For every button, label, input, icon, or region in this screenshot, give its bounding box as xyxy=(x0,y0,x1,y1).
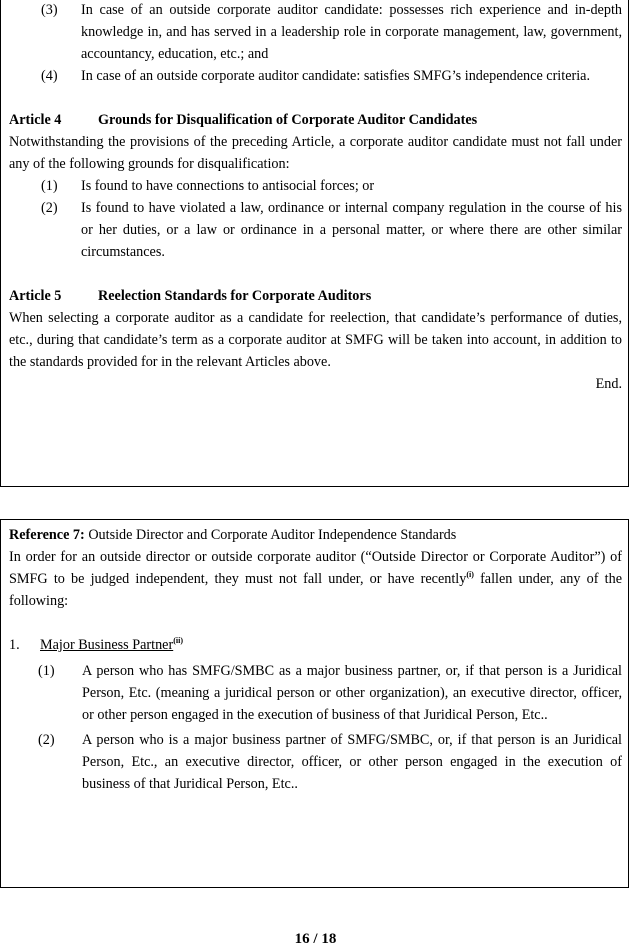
reference-heading xyxy=(9,524,622,546)
item-number: (2) xyxy=(41,200,58,216)
list-item xyxy=(9,660,622,726)
intro-text-end: fallen under, any of the following: xyxy=(9,571,622,609)
reference-7-box xyxy=(0,519,629,888)
item-number: (4) xyxy=(41,68,58,84)
end-marker: End. xyxy=(595,376,622,392)
item-number: (1) xyxy=(38,663,55,679)
article-number: Article 4 xyxy=(9,112,62,128)
item-text: Is found to have connections to antisocial forces; or xyxy=(81,178,375,194)
item-number: (1) xyxy=(41,178,58,194)
section-number: 1. xyxy=(9,637,20,653)
list-item xyxy=(9,197,622,263)
footnote-ref: (ii) xyxy=(173,636,183,645)
item-text: In case of an outside corporate auditor candidate: satisfies SMFG’s independence criteria. xyxy=(81,68,590,84)
section-title: Major Business Partner xyxy=(40,637,174,653)
item-number: (2) xyxy=(38,732,55,748)
list-item xyxy=(9,0,622,65)
item-text: Is found to have violated a law, ordinance or internal company regulation in the course of his or her duties, or a law or ordinance in a personal matter, or where there are other similar circumstances. xyxy=(81,200,622,260)
reference-label: Reference 7: xyxy=(9,527,85,543)
article-title: Reelection Standards for Corporate Auditors xyxy=(98,288,372,304)
reference-intro xyxy=(9,546,622,612)
article-5-body: When selecting a corporate auditor as a candidate for reelection, that candidate’s performance of duties, etc., during that candidate’s term as a corporate auditor at SMFG will be taken into account, in addition to the standards provided for in the relevant Articles above. xyxy=(9,310,622,370)
reference-title: Outside Director and Corporate Auditor Independence Standards xyxy=(88,527,457,543)
item-text: In case of an outside corporate auditor candidate: possesses rich experience and in-depth knowledge in, and has served in a leadership role in corporate management, law, government, accountancy, education, etc.; and xyxy=(81,2,622,62)
section-heading xyxy=(9,634,622,656)
footnote-ref: (i) xyxy=(466,570,474,579)
list-item xyxy=(9,65,622,87)
item-number: (3) xyxy=(41,2,58,18)
article-4-intro: Notwithstanding the provisions of the preceding Article, a corporate auditor candidate must not fall under any of the following grounds for disqualification: xyxy=(9,134,622,172)
list-item xyxy=(9,729,622,795)
article-number: Article 5 xyxy=(9,288,62,304)
article-5-heading xyxy=(9,285,622,307)
page-number: 16 / 18 xyxy=(294,931,337,947)
article-4-heading xyxy=(9,109,622,131)
list-item xyxy=(9,175,622,197)
article-title: Grounds for Disqualification of Corporate Auditor Candidates xyxy=(98,112,478,128)
item-text: A person who has SMFG/SMBC as a major business partner, or, if that person is a Juridical Person, Etc. (meaning a juridical person or other organization), an executive director, officer, or other person engaged in the execution of business of that Juridical Person, Etc.. xyxy=(82,663,622,723)
intro-text: In order for an outside director or outside corporate auditor (“Outside Director or Corporate Auditor”) of SMFG to be judged independent, they must not fall under, or have recently xyxy=(9,549,622,587)
item-text: A person who is a major business partner of SMFG/SMBC, or, if that person is an Juridical Person, Etc., an executive director, officer, or other person engaged in the execution of business of that Juridical Person, Etc.. xyxy=(82,732,622,792)
